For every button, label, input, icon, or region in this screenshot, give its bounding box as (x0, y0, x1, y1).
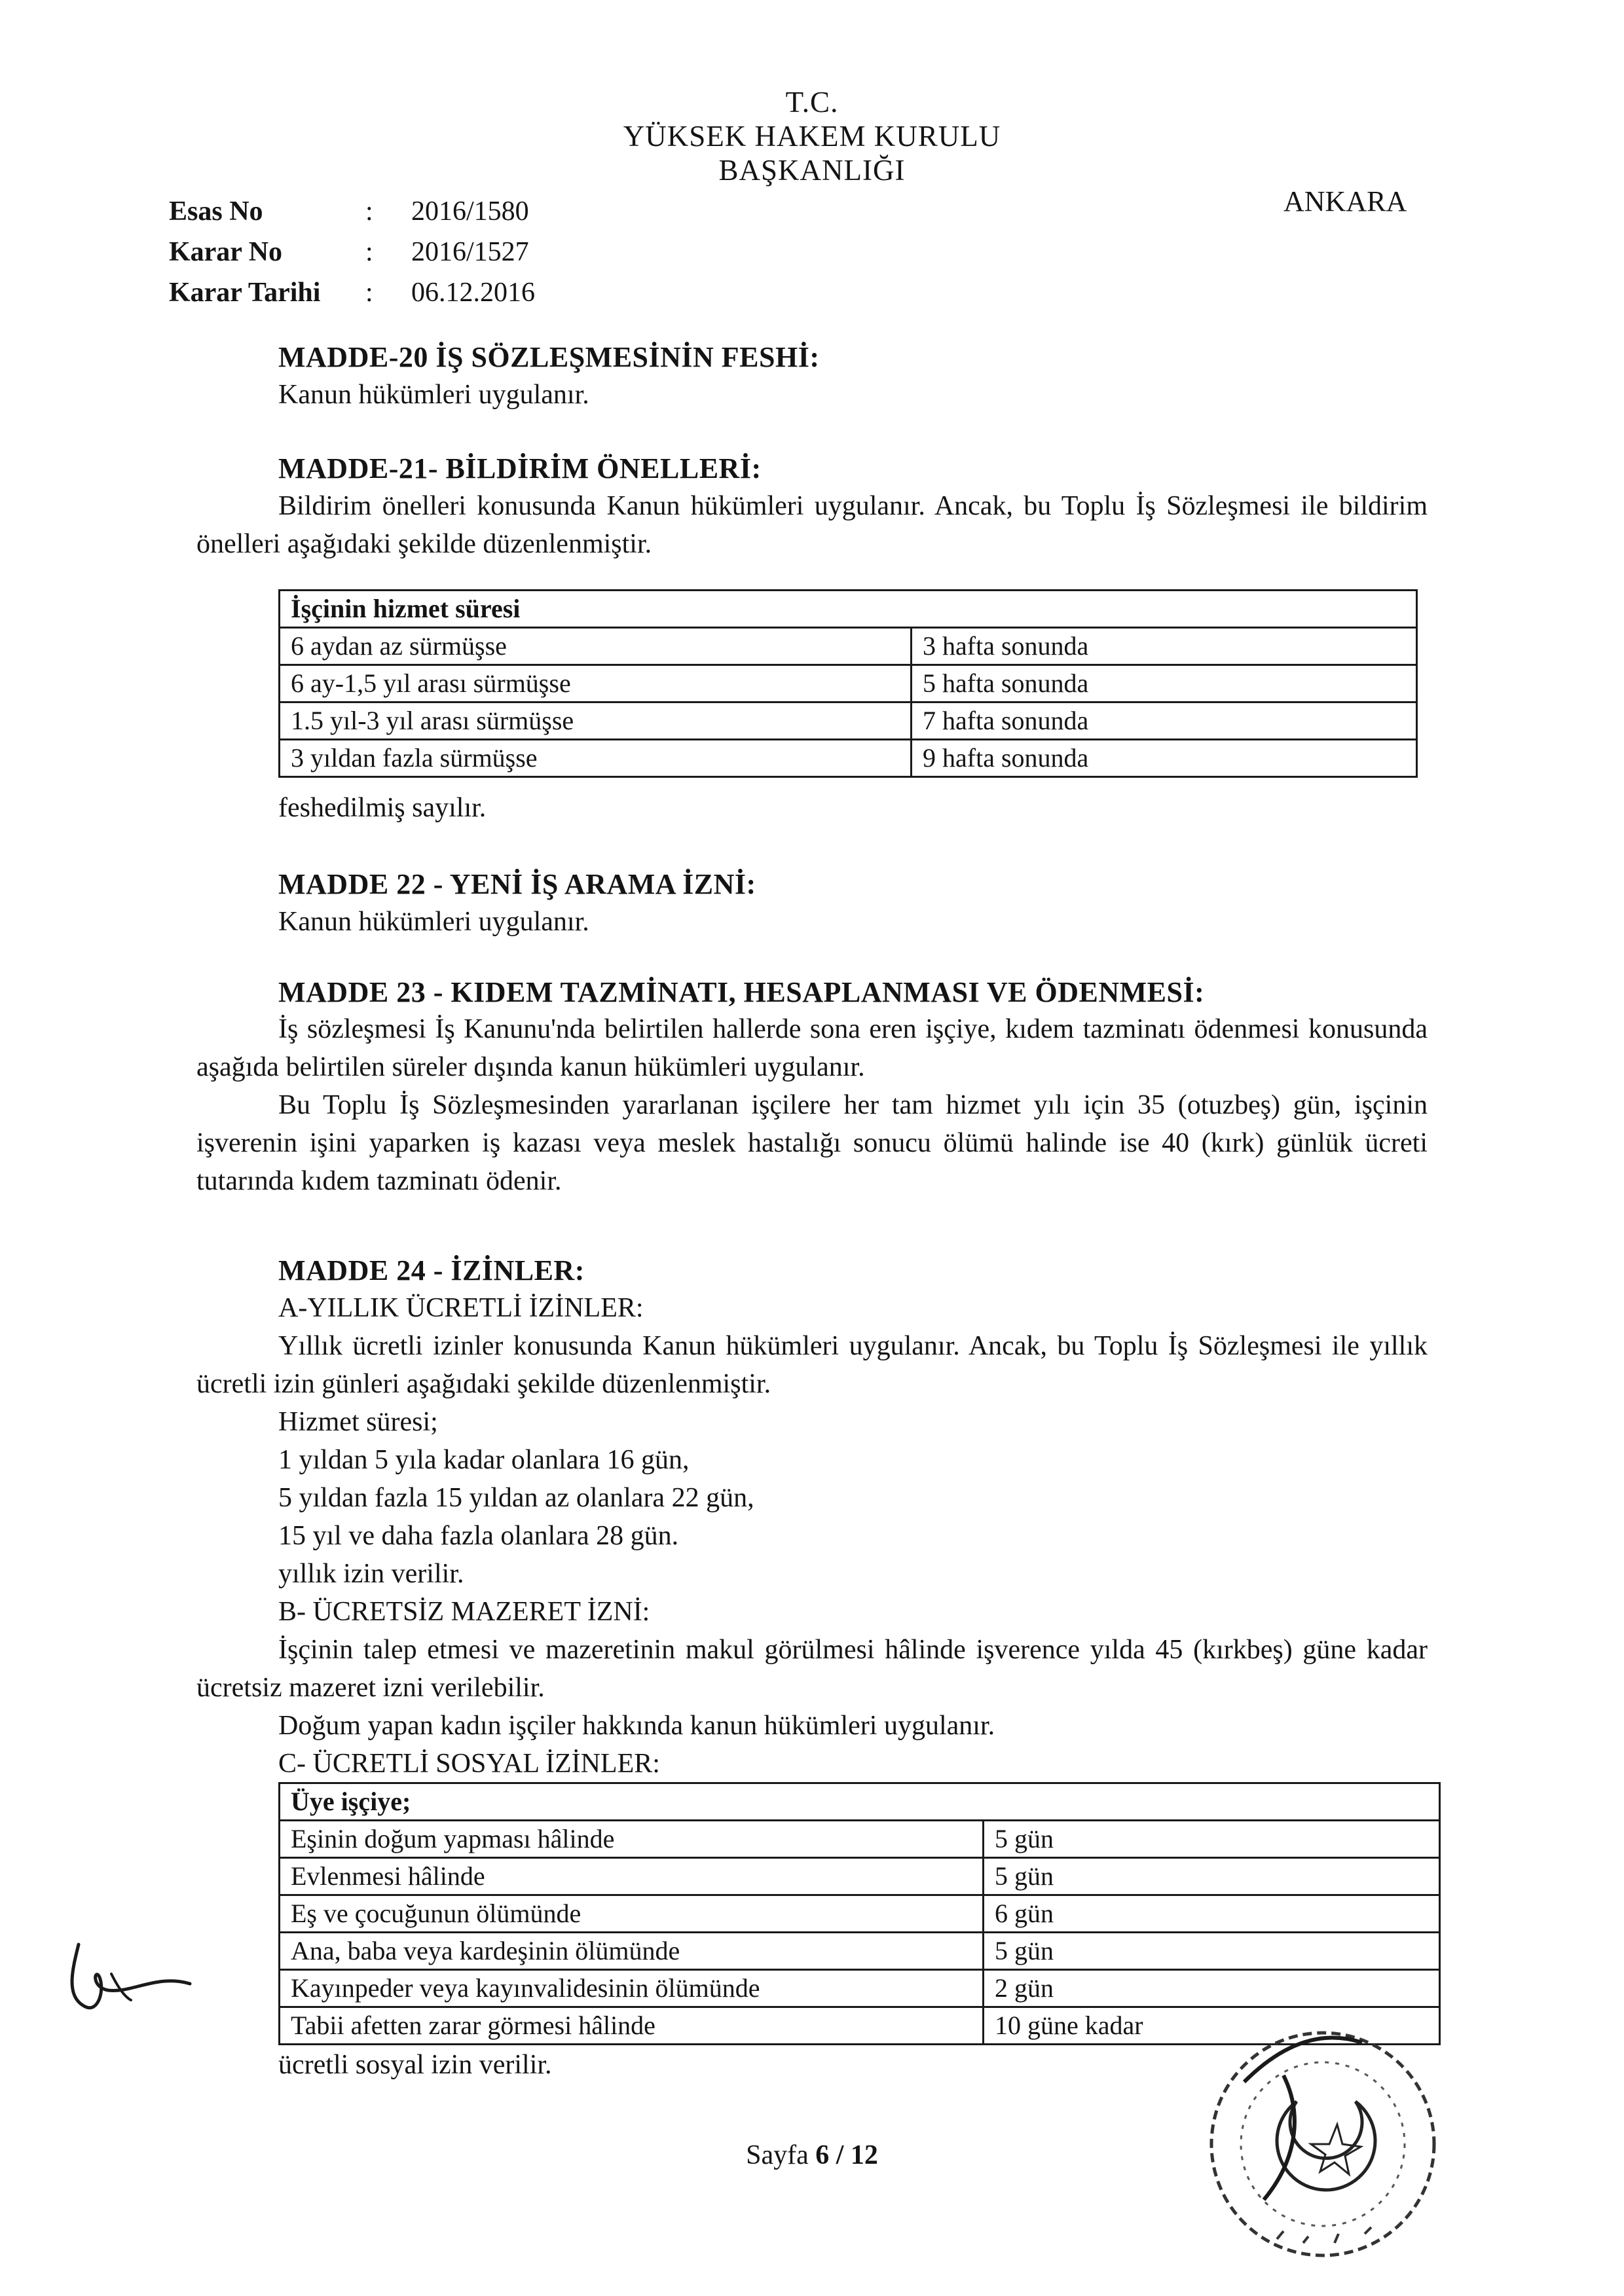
notice-table (278, 589, 1418, 778)
table-row: Kayınpeder veya kayınvalidesinin ölümünde 2 gün (280, 1970, 1440, 2007)
meta-karar: Karar No : 2016/1527 (169, 232, 535, 272)
madde21-after: feshedilmiş sayılır. (278, 793, 487, 823)
madde22-title: MADDE 22 - YENİ İŞ ARAMA İZNİ: (278, 868, 756, 900)
madde23-title: MADDE 23 - KIDEM TAZMİNATI, HESAPLANMASI VE ÖDENMESİ: (278, 976, 1205, 1008)
madde24-c-title: C- ÜCRETLİ SOSYAL İZİNLER: (278, 1749, 660, 1779)
madde24-a-lines (278, 1403, 754, 1593)
table-row: 3 yıldan fazla sürmüşse 9 hafta sonunda (280, 740, 1417, 777)
table-row: 6 aydan az sürmüşse 3 hafta sonunda (280, 628, 1417, 665)
page-number: Sayfa 6 / 12 (746, 2140, 878, 2170)
table-row: Evlenmesi hâlinde 5 gün (280, 1858, 1440, 1895)
header-dept: BAŞKANLIĞI (718, 154, 906, 187)
madde20-title: MADDE-20 İŞ SÖZLEŞMESİNİN FESHİ: (278, 341, 820, 373)
table-row: Tabii afetten zarar görmesi hâlinde 10 güne kadar (280, 2007, 1440, 2045)
madde21-text: Bildirim önelleri konusunda Kanun hükümleri uygulanır. Ancak, bu Toplu İş Sözleşmesi ile bildirim önelleri aşağıdaki şekilde düzenlenmiştir. (196, 491, 1428, 559)
madde21-title: MADDE-21- BİLDİRİM ÖNELLERİ: (278, 452, 762, 484)
madde22-text: Kanun hükümleri uygulanır. (278, 907, 589, 937)
madde24-a-text: Yıllık ücretli izinler konusunda Kanun hükümleri uygulanır. Ancak, bu Toplu İş Sözleşmesi ile yıllık ücretli izin günleri aşağıdaki şekilde düzenlenmiştir. (196, 1331, 1428, 1399)
madde24-b-line: Doğum yapan kadın işçiler hakkında kanun hükümleri uygulanır. (278, 1711, 995, 1741)
madde24-c-after: ücretli sosyal izin verilir. (278, 2050, 552, 2080)
madde23-body (196, 1010, 1428, 1200)
karar-value: 2016/1527 (411, 237, 529, 267)
karar-label: Karar No (169, 237, 283, 267)
tarih-value: 06.12.2016 (411, 278, 535, 308)
madde24-b-text: İşçinin talep etmesi ve mazeretinin makul görülmesi hâlinde işverence yılda 45 (kırkbeş) güne kadar ücretsiz mazeret izni verilebilir. (196, 1635, 1428, 1703)
meta-block (169, 191, 535, 313)
table-header-row (280, 1783, 1440, 1821)
a-line: 1 yıldan 5 yıla kadar olanlara 16 gün, (278, 1445, 690, 1475)
a-line: Hizmet süresi; (278, 1407, 438, 1437)
table-row: Eşinin doğum yapması hâlinde 5 gün (280, 1821, 1440, 1858)
meta-esas: Esas No : 2016/1580 (169, 191, 535, 232)
a-line: yıllık izin verilir. (278, 1559, 464, 1589)
signature-mark (59, 1925, 210, 2030)
esas-value: 2016/1580 (411, 196, 529, 227)
notice-table-header: İşçinin hizmet süresi (280, 591, 1417, 628)
meta-tarih: Karar Tarihi : 06.12.2016 (169, 272, 535, 313)
header-city: ANKARA (1283, 185, 1407, 217)
header-tc: T.C. (785, 86, 839, 118)
a-line: 5 yıldan fazla 15 yıldan az olanlara 22 gün, (278, 1483, 754, 1513)
header-org: YÜKSEK HAKEM KURULU (623, 120, 1001, 153)
madde24-a-title: A-YILLIK ÜCRETLİ İZİNLER: (278, 1293, 644, 1323)
esas-label: Esas No (169, 196, 263, 227)
tarih-label: Karar Tarihi (169, 278, 321, 308)
table-row: Ana, baba veya kardeşinin ölümünde 5 gün (280, 1933, 1440, 1970)
a-line: 15 yıl ve daha fazla olanlara 28 gün. (278, 1521, 679, 1551)
table-row: Eş ve çocuğunun ölümünde 6 gün (280, 1895, 1440, 1933)
madde23-p1: İş sözleşmesi İş Kanunu'nda belirtilen hallerde sona eren işçiye, kıdem tazminatı ödenmesi konusunda aşağıda belirtilen süreler dışında kanun hükümleri uygulanır. (196, 1014, 1428, 1082)
page-current: 6 (815, 2140, 830, 2170)
page-total: 12 (850, 2140, 878, 2170)
table-row: 1.5 yıl-3 yıl arası sürmüşse 7 hafta sonunda (280, 702, 1417, 740)
table-header-row (280, 591, 1417, 628)
social-leave-table-header: Üye işçiye; (280, 1783, 1440, 1821)
madde24-b-title: B- ÜCRETSİZ MAZERET İZNİ: (278, 1597, 650, 1627)
madde23-p2: Bu Toplu İş Sözleşmesinden yararlanan işçilere her tam hizmet yılı için 35 (otuzbeş) gün, işçinin işverenin işini yaparken iş kazası veya meslek hastalığı sonucu ölümü halinde ise 40 (kırk) günlük ücreti tutarında kıdem tazminatı ödenir. (196, 1090, 1428, 1196)
madde20-text: Kanun hükümleri uygulanır. (278, 380, 589, 410)
madde24-title: MADDE 24 - İZİNLER: (278, 1254, 585, 1286)
table-row: 6 ay-1,5 yıl arası sürmüşse 5 hafta sonunda (280, 665, 1417, 702)
